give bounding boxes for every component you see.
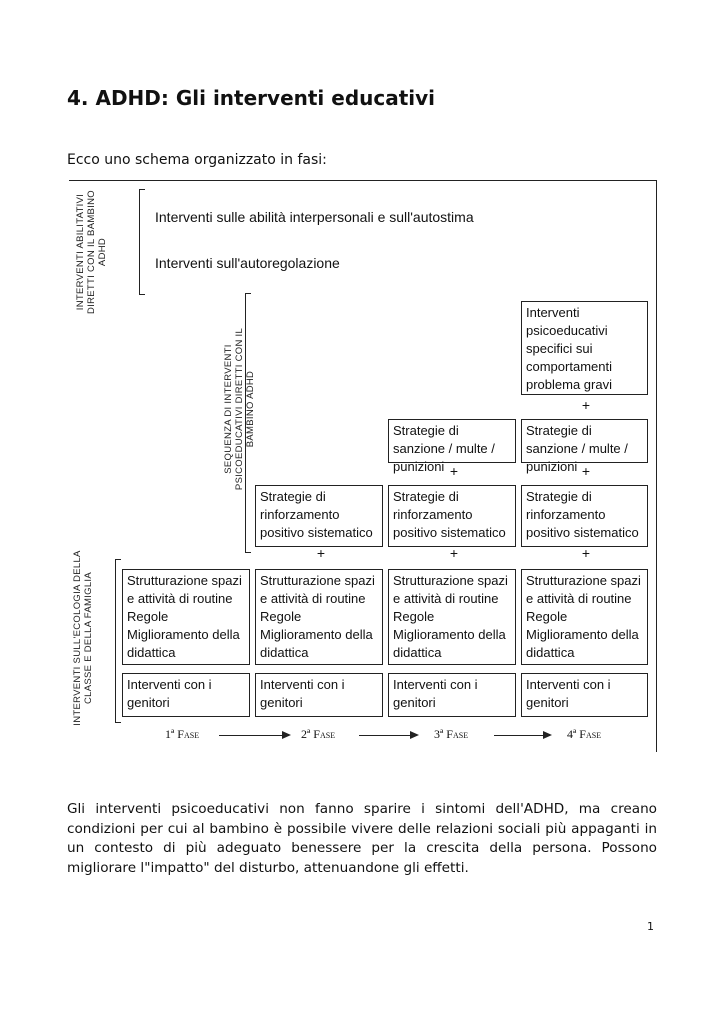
box-strutturazione-fase1: Strutturazione spazi e attività di routine Regole Miglioramento della didattica: [122, 569, 250, 665]
box-interventi-specifici: Interventi psicoeducativi specifici sui comportamenti problema gravi: [521, 301, 648, 395]
body-paragraph: Gli interventi psicoeducativi non fanno sparire i sintomi dell'ADHD, ma creano condizioni per cui al bambino è possibile vivere delle relazioni sociali più appaganti in un contesto di più adeguato benessere per la crescita della persona. Possono migliorare l"impatto" del disturbo, attenuandone gli effetti.: [67, 801, 657, 876]
box-genitori-fase3: Interventi con i genitori: [388, 673, 516, 717]
page-heading: 4. ADHD: Gli interventi educativi: [67, 86, 436, 110]
box-strutturazione-fase3: Strutturazione spazi e attività di routine Regole Miglioramento della didattica: [388, 569, 516, 665]
plus-col4-row3: +: [581, 545, 591, 561]
plus-col4-row2: +: [581, 463, 591, 479]
box-rinforzamento-fase4: Strategie di rinforzamento positivo sistematico: [521, 485, 648, 547]
box-strutturazione-fase2: Strutturazione spazi e attività di routine Regole Miglioramento della didattica: [255, 569, 383, 665]
item-autoregolazione: Interventi sull'autoregolazione: [155, 255, 340, 271]
phase-4-label: 4ª Fase: [567, 727, 602, 741]
item-abilita-interpersonali: Interventi sulle abilità interpersonali e sull'autostima: [155, 209, 474, 225]
phase-1-label: 1ª Fase: [165, 727, 200, 741]
plus-col3-row3: +: [449, 545, 459, 561]
page-number: 1: [647, 920, 654, 933]
arrow-1-2: [219, 735, 289, 736]
phase-2-label: 2ª Fase: [301, 727, 336, 741]
bracket-abilitativi: [139, 189, 145, 295]
box-rinforzamento-fase3: Strategie di rinforzamento positivo sistematico: [388, 485, 516, 547]
intro-text: Ecco uno schema organizzato in fasi:: [67, 152, 327, 168]
phase-3-label: 3ª Fase: [434, 727, 469, 741]
bracket-ecologia: [115, 559, 121, 723]
phases-diagram: [69, 180, 657, 752]
arrow-3-4: [494, 735, 550, 736]
box-genitori-fase1: Interventi con i genitori: [122, 673, 250, 717]
box-rinforzamento-fase2: Strategie di rinforzamento positivo sistematico: [255, 485, 383, 547]
box-genitori-fase4: Interventi con i genitori: [521, 673, 648, 717]
box-strutturazione-fase4: Strutturazione spazi e attività di routine Regole Miglioramento della didattica: [521, 569, 648, 665]
plus-col2-row3: +: [316, 545, 326, 561]
bracket-sequenza: [245, 293, 251, 553]
plus-col3-row2: +: [449, 463, 459, 479]
label-ecologia: INTERVENTI SULL'ECOLOGIA DELLA CLASSE E DELLA FAMIGLIA: [72, 550, 94, 726]
plus-col4-row1: +: [581, 397, 591, 413]
box-genitori-fase2: Interventi con i genitori: [255, 673, 383, 717]
label-abilitativi: INTERVENTI ABILITATIVI DIRETTI CON IL BAMBINO ADHD: [75, 190, 108, 314]
box-sanzione-fase4: Strategie di sanzione / multe / punizioni: [521, 419, 648, 463]
label-sequenza: SEQUENZA DI INTERVENTI PSICOEDUCATIVI DIRETTI CON IL BAMBINO ADHD: [223, 327, 256, 491]
arrow-2-3: [359, 735, 417, 736]
box-sanzione-fase3: Strategie di sanzione / multe / punizioni: [388, 419, 516, 463]
